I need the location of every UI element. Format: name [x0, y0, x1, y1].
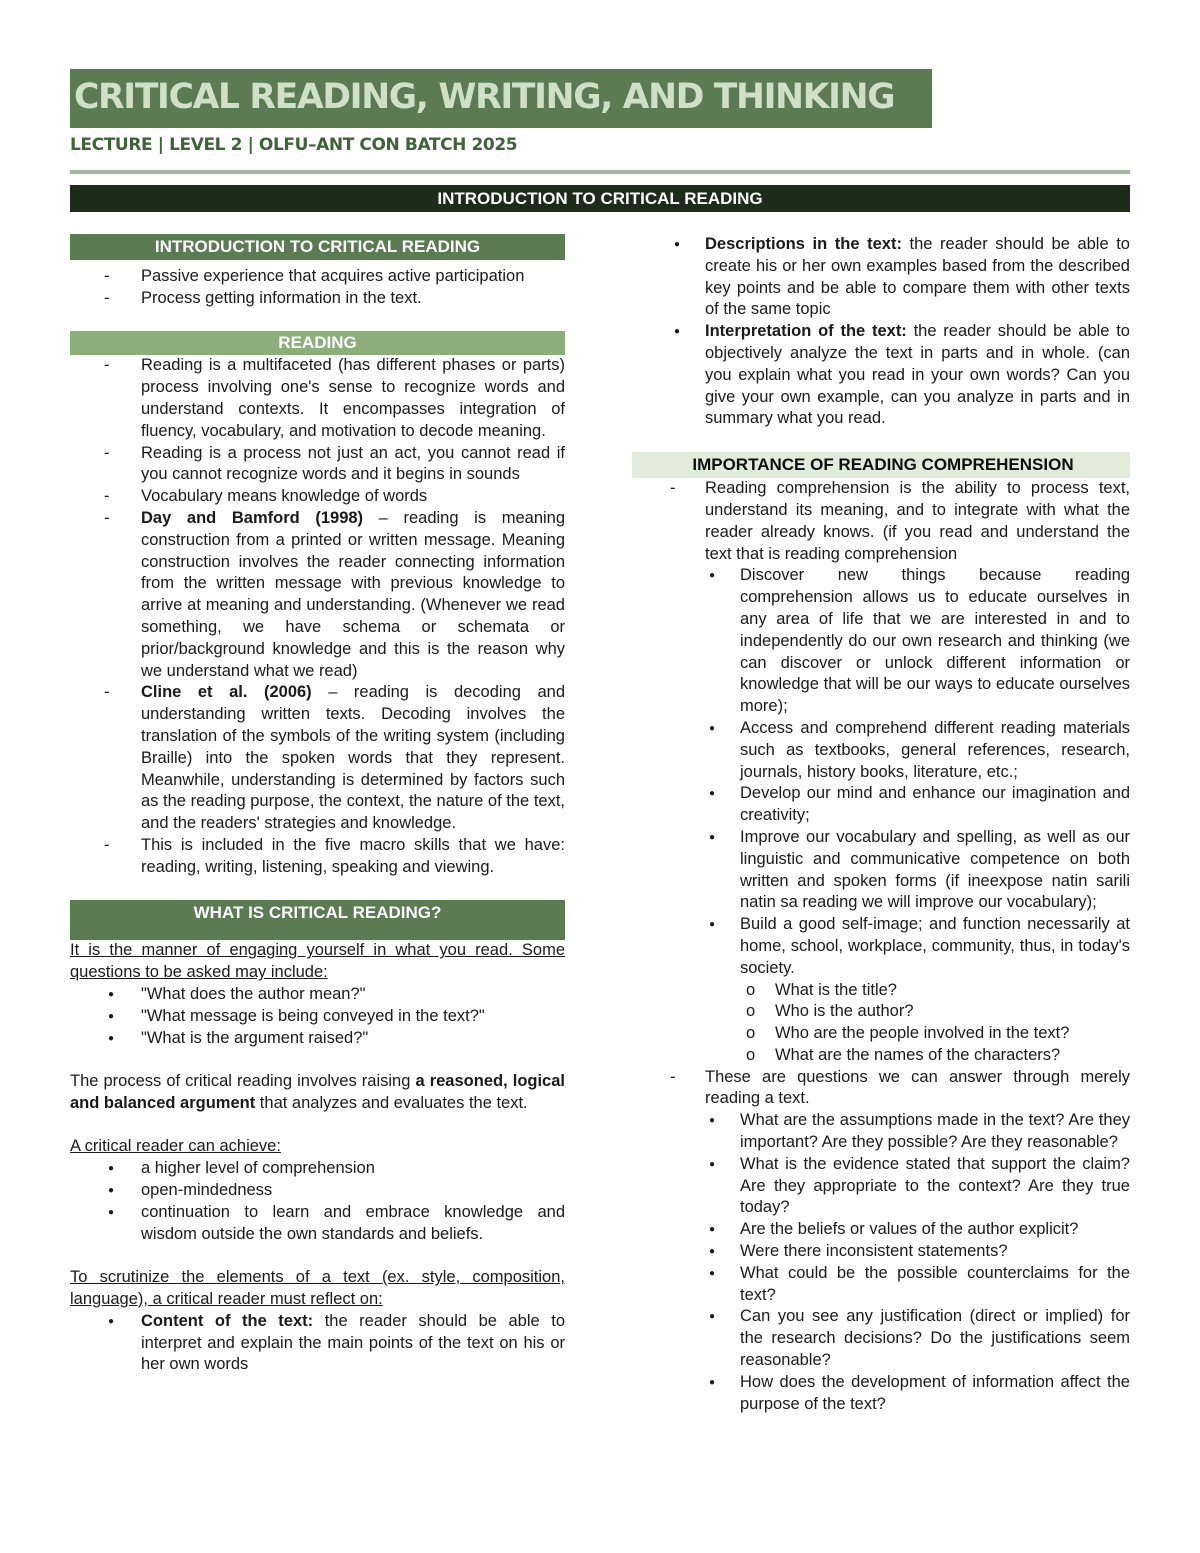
list-item: ● How does the development of information affect the purpose of the text? — [705, 1372, 1130, 1416]
benefit-text: Build a good self-image; and function necessarily at home, school, workplace, community, thus, in today's society. — [740, 915, 1130, 977]
list-item — [705, 914, 1130, 1067]
list-item: ● Were there inconsistent statements? — [705, 1241, 1130, 1263]
critical-intro: It is the manner of engaging yourself in what you read. Some questions to be asked may include: — [70, 941, 565, 982]
reflect-list — [70, 1311, 565, 1376]
importance-list — [632, 478, 1130, 1415]
page-title: CRITICAL READING, WRITING, AND THINKING — [74, 77, 895, 117]
list-item: ● "What is the argument raised?" — [70, 1028, 565, 1050]
descriptions-label: Descriptions in the text: — [705, 235, 902, 253]
content-text: the reader should be able to interpret and explain the main points of the text on his or her own words — [141, 1311, 566, 1374]
content-label: Content of the text: — [141, 1311, 314, 1330]
section-banner: INTRODUCTION TO CRITICAL READING — [70, 185, 1130, 212]
critical-heading: WHAT IS CRITICAL READING? — [70, 900, 565, 940]
these-questions-text: These are questions we can answer through merely reading a text. — [705, 1067, 1130, 1108]
list-item: ● Are the beliefs or values of the author explicit? — [705, 1219, 1130, 1241]
list-item — [70, 682, 565, 835]
list-item: ● What could be the possible counterclaims for the text? — [705, 1263, 1130, 1307]
critical-process — [70, 1071, 565, 1115]
list-item: ● continuation to learn and embrace knowledge and wisdom outside the own standards and beliefs. — [70, 1202, 565, 1246]
list-item: - Vocabulary means knowledge of words — [70, 486, 565, 508]
list-item: - This is included in the five macro skills that we have: reading, writing, listening, speaking and viewing. — [70, 835, 565, 879]
list-item — [632, 1067, 1130, 1416]
list-item — [632, 321, 1130, 430]
importance-definition: Reading comprehension is the ability to process text, understand its meaning, and to integrate with what the reader already knows. (if you read and understand the text that is reading comprehension — [705, 479, 1130, 563]
list-item: ● "What message is being conveyed in the text?" — [70, 1006, 565, 1028]
page-subtitle: LECTURE | LEVEL 2 | OLFU–ANT CON BATCH 2025 — [70, 135, 518, 155]
list-item — [632, 478, 1130, 1067]
intro-list — [70, 266, 565, 310]
citation-text: – reading is decoding and understanding written texts. Decoding involves the translation of the symbols of the writing system (including Braille) into the spoken words that they represent. Meanwhile, understanding is determined by factors such as the reading purpose, the context, the nature of the text, and the readers' strategies and knowledge. — [141, 683, 565, 833]
basic-questions-list — [740, 980, 1130, 1067]
achieve-label: A critical reader can achieve: — [70, 1137, 281, 1156]
list-item: o Who are the people involved in the text? — [740, 1023, 1130, 1045]
list-item: - Reading is a multifaceted (has different phases or parts) process involving one's sense to recognize words and understand contexts. It encompasses integration of fluency, vocabulary, and motivation to decode meaning. — [70, 355, 565, 442]
list-item: ● a higher level of comprehension — [70, 1158, 565, 1180]
scrutinize-label: To scrutinize the elements of a text (ex. style, composition, language), a critical reader must reflect on: — [70, 1268, 565, 1309]
list-item: ● Access and comprehend different reading materials such as textbooks, general references, research, journals, history books, literature, etc.; — [705, 718, 1130, 783]
critical-questions — [70, 984, 565, 1049]
list-item — [70, 1311, 565, 1376]
citation-text: – reading is meaning construction from a printed or written message. Meaning construction involves the reader connecting information from the written message with previous knowledge to arrive at meaning and understanding. (Whenever we read something, we have schema or schemata or prior/background knowledge and this is the reason why we understand what we read) — [141, 508, 566, 680]
list-item: - Passive experience that acquires active participation — [70, 266, 565, 288]
list-item — [70, 508, 565, 682]
list-item: o What is the title? — [740, 980, 1130, 1002]
reading-heading: READING — [70, 331, 565, 355]
list-item: ● What are the assumptions made in the text? Are they important? Are they possible? Are they reasonable? — [705, 1110, 1130, 1154]
importance-heading: IMPORTANCE OF READING COMPREHENSION — [632, 452, 1130, 478]
list-item — [632, 234, 1130, 321]
descriptions-text: the reader should be able to create his or her own examples based from the described key points and be able to compare them with other texts of the same topic — [705, 235, 1130, 319]
achieve-list — [70, 1158, 565, 1245]
list-item: ● "What does the author mean?" — [70, 984, 565, 1006]
title-banner — [70, 69, 932, 128]
divider — [70, 170, 1130, 174]
critical-questions-list — [705, 1110, 1130, 1415]
right-column — [632, 234, 1130, 1415]
interpretation-text: the reader should be able to objectively analyze the text in parts and in whole. (can you explain what you read in your own words? Can you give your own example, can you analyze in parts and in summary what you read. — [705, 322, 1130, 428]
citation-day-bamford: Day and Bamford (1998) — [141, 508, 364, 527]
list-item: ● What is the evidence stated that support the claim? Are they appropriate to the context? Are they true today? — [705, 1154, 1130, 1219]
list-item: ● Can you see any justification (direct or implied) for the research decisions? Do the justifications seem reasonable? — [705, 1306, 1130, 1371]
list-item: - Process getting information in the text. — [70, 288, 565, 310]
intro-heading: INTRODUCTION TO CRITICAL READING — [70, 234, 565, 260]
process-text: that analyzes and evaluates the text. — [255, 1093, 528, 1112]
benefits-list — [705, 565, 1130, 1066]
list-item: ● Develop our mind and enhance our imagination and creativity; — [705, 783, 1130, 827]
list-item: - Reading is a process not just an act, you cannot read if you cannot recognize words and it begins in sounds — [70, 443, 565, 487]
list-item: o Who is the author? — [740, 1001, 1130, 1023]
list-item: ● Discover new things because reading comprehension allows us to educate ourselves in any area of life that we are interested in and to independently do our own research and thinking (we can discover or unlock different information or knowledge that will be our ways to educate ourselves more); — [705, 565, 1130, 718]
interpretation-label: Interpretation of the text: — [705, 322, 907, 341]
list-item: ● open-mindedness — [70, 1180, 565, 1202]
reading-list — [70, 355, 565, 878]
list-item: ● Improve our vocabulary and spelling, as well as our linguistic and communicative competence on both written and spoken forms (if ineexpose natin sarili natin sa reading we will improve our vocabulary); — [705, 827, 1130, 914]
list-item: o What are the names of the characters? — [740, 1045, 1130, 1067]
left-column — [70, 234, 565, 1376]
process-emphasis: a reasoned, logical and balanced argument — [70, 1072, 565, 1112]
citation-cline: Cline et al. (2006) — [141, 683, 312, 702]
reflect-list-continued — [632, 234, 1130, 430]
process-text: The process of critical reading involves raising — [70, 1072, 416, 1091]
